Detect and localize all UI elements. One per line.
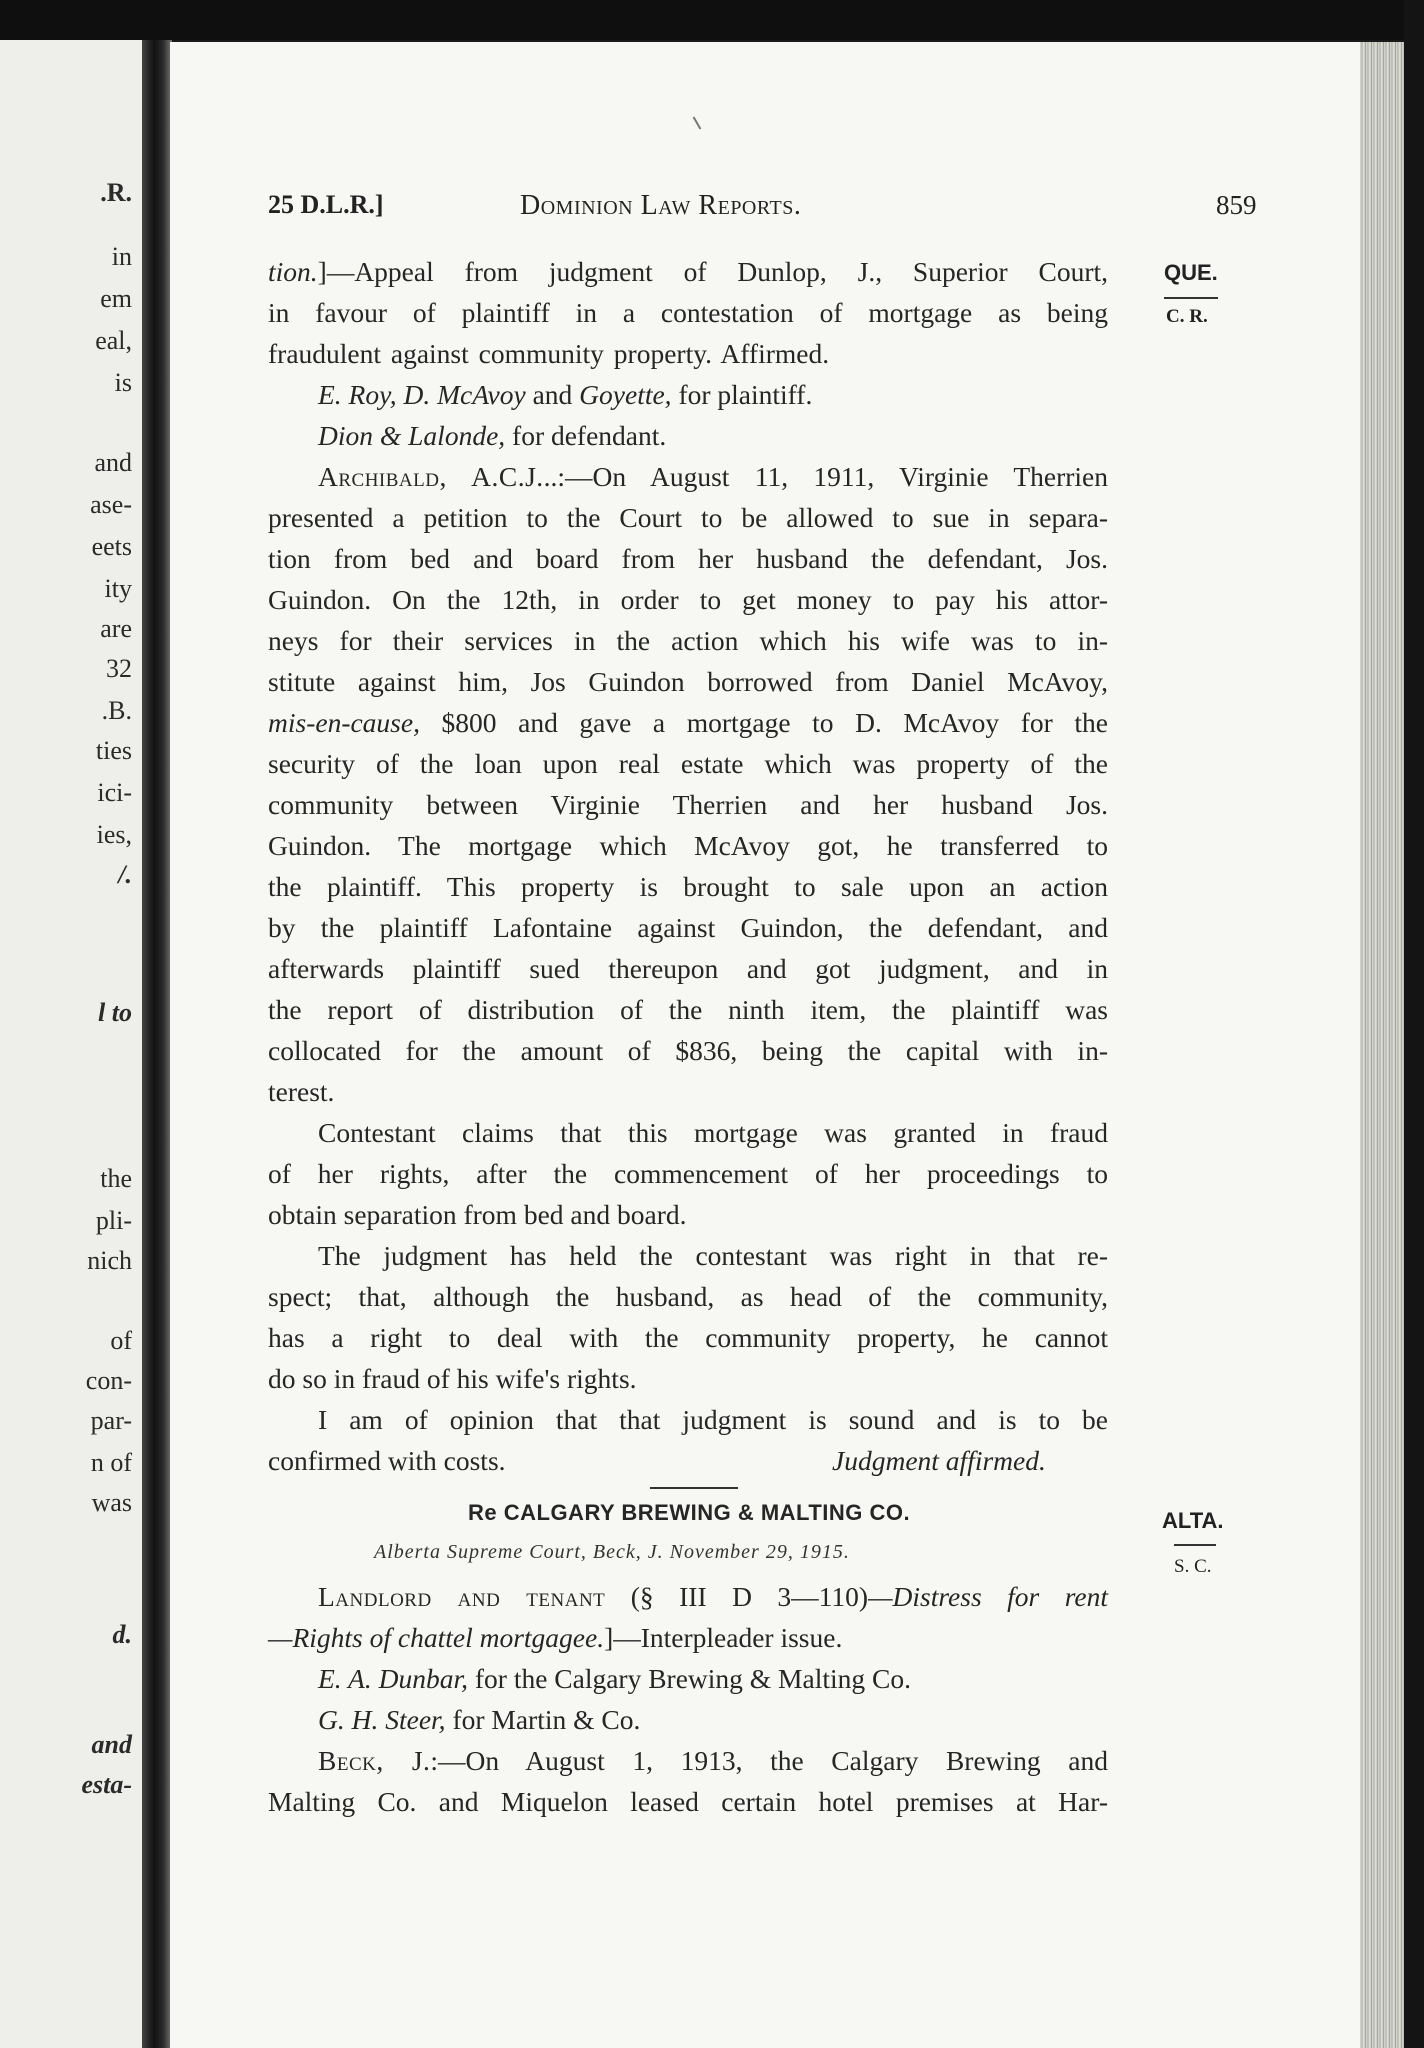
opinion-line: afterwards plaintiff sued thereupon and got judgment, and in bbox=[268, 953, 1108, 984]
left-fragment: 32 bbox=[106, 654, 132, 683]
scan-top-border bbox=[0, 0, 1424, 40]
left-fragment: and bbox=[91, 1730, 132, 1759]
left-fragment: ies, bbox=[96, 820, 132, 849]
opinion-line: neys for their services in the action which his wife was to in- bbox=[268, 625, 1108, 656]
opinion-line: collocated for the amount of $836, being the capital with in- bbox=[268, 1035, 1108, 1066]
margin-rule bbox=[1174, 1544, 1216, 1546]
margin-court-cr: C. R. bbox=[1166, 306, 1208, 327]
headnote-line: in favour of plaintiff in a contestation of mortgage as being bbox=[268, 297, 1108, 328]
running-head-volume: 25 D.L.R.] bbox=[268, 190, 384, 219]
page-number: 859 bbox=[1216, 190, 1257, 220]
counsel-line: E. A. Dunbar, for the Calgary Brewing & Malting Co. bbox=[318, 1663, 911, 1694]
case-title: Re CALGARY BREWING & MALTING CO. bbox=[468, 1500, 911, 1525]
scan-right-border bbox=[1404, 0, 1424, 2048]
opinion-line: Malting Co. and Miquelon leased certain hotel premises at Har- bbox=[268, 1786, 1108, 1817]
headnote-line: tion.]—Appeal from judgment of Dunlop, J., Superior Court, bbox=[268, 256, 1108, 287]
opinion-line: I am of opinion that that judgment is sound and is to be bbox=[318, 1404, 1108, 1435]
opinion-line: confirmed with costs. bbox=[268, 1445, 506, 1476]
opinion-line: Contestant claims that this mortgage was granted in fraud bbox=[318, 1117, 1108, 1148]
opinion-line: by the plaintiff Lafontaine against Guindon, the defendant, and bbox=[268, 912, 1108, 943]
left-fragment: d. bbox=[112, 1620, 132, 1649]
case-court-line: Alberta Supreme Court, Beck, J. November 29, 1915. bbox=[374, 1541, 850, 1563]
left-fragment: ity bbox=[104, 574, 132, 603]
case-result: Judgment affirmed. bbox=[832, 1445, 1046, 1476]
opinion-line: do so in fraud of his wife's rights. bbox=[268, 1363, 637, 1394]
left-fragment: the bbox=[100, 1164, 132, 1193]
opinion-line: Guindon. On the 12th, in order to get money to pay his attor- bbox=[268, 584, 1108, 615]
counsel-line: E. Roy, D. McAvoy and Goyette, for plaintiff. bbox=[318, 379, 813, 410]
left-fragment: in bbox=[111, 242, 132, 271]
left-fragment: par- bbox=[90, 1406, 132, 1435]
book-gutter bbox=[142, 40, 172, 2048]
left-fragment: .B. bbox=[101, 696, 132, 725]
left-fragment: con- bbox=[85, 1366, 132, 1395]
margin-jurisdiction-alta: ALTA. bbox=[1162, 1508, 1224, 1533]
headnote-line: —Rights of chattel mortgagee.]—Interpleader issue. bbox=[268, 1622, 843, 1653]
opinion-line: Beck, J.:—On August 1, 1913, the Calgary Brewing and bbox=[318, 1745, 1109, 1776]
counsel-line: Dion & Lalonde, for defendant. bbox=[318, 420, 667, 451]
opinion-line: mis-en-cause, $800 and gave a mortgage to D. McAvoy for the bbox=[268, 707, 1108, 738]
left-fragment: pli- bbox=[95, 1206, 132, 1235]
opinion-line: Guindon. The mortgage which McAvoy got, he transferred to bbox=[268, 830, 1108, 861]
left-fragment: esta- bbox=[81, 1770, 132, 1799]
opinion-line: stitute against him, Jos Guindon borrowed from Daniel McAvoy, bbox=[268, 666, 1108, 697]
page-edge-stack bbox=[1360, 42, 1404, 2048]
opinion-line: the report of distribution of the ninth item, the plaintiff was bbox=[268, 994, 1108, 1025]
opinion-line: presented a petition to the Court to be allowed to sue in separa- bbox=[268, 502, 1108, 533]
opinion-line: obtain separation from bed and board. bbox=[268, 1199, 687, 1230]
margin-court-sc: S. C. bbox=[1174, 1556, 1212, 1577]
left-fragment: n of bbox=[90, 1448, 132, 1477]
left-fragment: em bbox=[100, 284, 132, 313]
left-fragment: l to bbox=[98, 998, 132, 1027]
opinion-line: community between Virginie Therrien and her husband Jos. bbox=[268, 789, 1108, 820]
left-fragment: nich bbox=[87, 1246, 132, 1275]
left-fragment: eal, bbox=[95, 326, 132, 355]
opinion-line: spect; that, although the husband, as head of the community, bbox=[268, 1281, 1108, 1312]
left-fragment: .R. bbox=[100, 178, 132, 207]
margin-jurisdiction-que: QUE. bbox=[1164, 260, 1218, 285]
opinion-line: Archibald, A.C.J...:—On August 11, 1911, Virginie Therrien bbox=[318, 461, 1108, 492]
opinion-line: security of the loan upon real estate which was property of the bbox=[268, 748, 1108, 779]
left-fragment: eets bbox=[91, 532, 132, 561]
left-fragment: was bbox=[91, 1488, 132, 1517]
case-divider bbox=[650, 1487, 738, 1489]
opinion-line: terest. bbox=[268, 1076, 335, 1107]
counsel-line: G. H. Steer, for Martin & Co. bbox=[318, 1704, 641, 1735]
opinion-line: the plaintiff. This property is brought to sale upon an action bbox=[268, 871, 1108, 902]
left-fragment: and bbox=[94, 448, 132, 477]
left-fragment: are bbox=[100, 614, 132, 643]
opinion-line: has a right to deal with the community property, he cannot bbox=[268, 1322, 1108, 1353]
running-head-title: Dominion Law Reports. bbox=[520, 190, 802, 221]
opinion-line: tion from bed and board from her husband the defendant, Jos. bbox=[268, 543, 1108, 574]
headnote-line: fraudulent against community property. Affirmed. bbox=[268, 338, 830, 369]
previous-page bbox=[0, 40, 142, 2048]
margin-rule bbox=[1164, 297, 1218, 299]
opinion-line: The judgment has held the contestant was right in that re- bbox=[318, 1240, 1108, 1271]
left-fragment: ici- bbox=[97, 778, 132, 807]
headnote-line: Landlord and tenant (§ III D 3—110)—Distress for rent bbox=[318, 1581, 1108, 1612]
left-fragment: /. bbox=[118, 860, 132, 889]
opinion-line: of her rights, after the commencement of her proceedings to bbox=[268, 1158, 1108, 1189]
left-fragment: ties bbox=[95, 736, 132, 765]
left-fragment: ase- bbox=[90, 490, 132, 519]
left-fragment: of bbox=[110, 1326, 132, 1355]
left-fragment: is bbox=[114, 368, 132, 397]
